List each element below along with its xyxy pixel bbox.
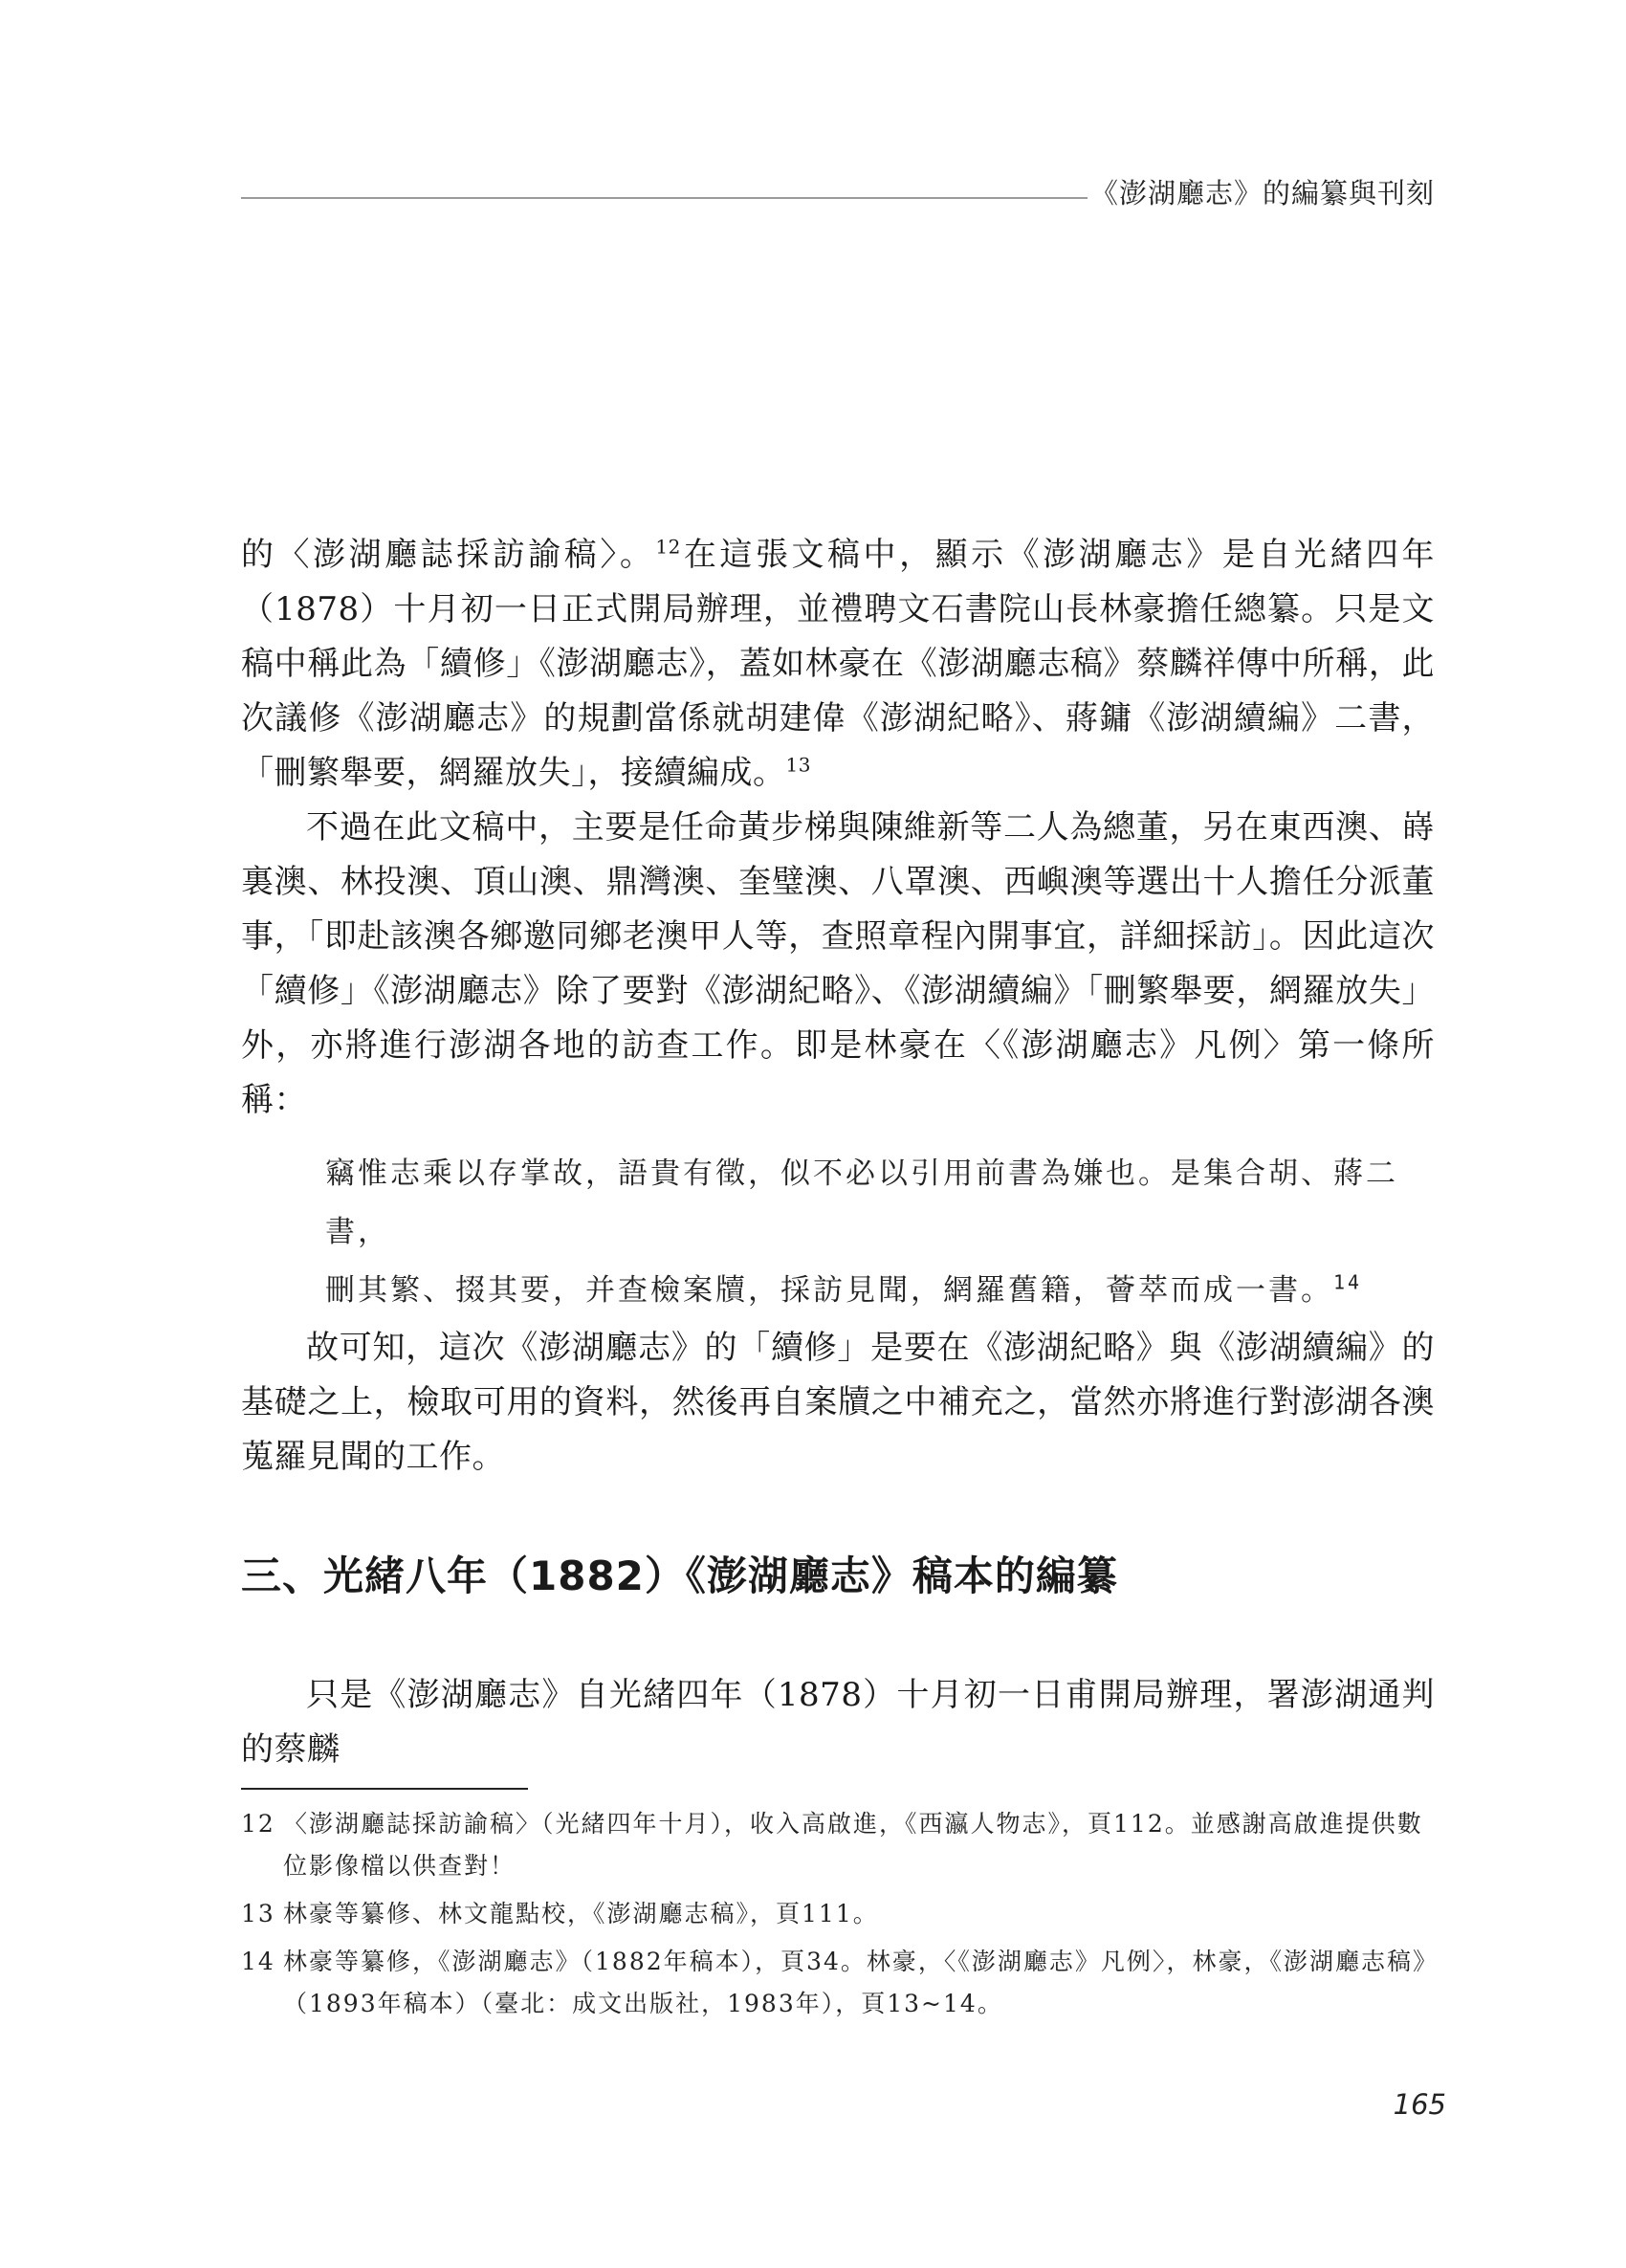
footnote-item [241,1803,1441,1887]
footnote-number: 14 [241,1948,275,1975]
footnote-ref-13: 13 [785,753,811,777]
footnote-number: 12 [241,1810,275,1838]
paragraph-1-part-b: 在這張文稿中，顯示《澎湖廳志》是自光緒四年（1878）十月初一日正式開局辦理，並禮聘文石書院山長林豪擔任總纂。只是文稿中稱此為「續修」《澎湖廳志》，蓋如林豪在《澎湖廳志稿》蔡麟祥傳中所稱，此次議修《澎湖廳志》的規劃當係就胡建偉《澎湖紀略》、蔣鏞《澎湖續編》二書，「刪繁舉要，網羅放失」，接續編成。 [241,536,1436,792]
quote-line-1: 竊惟志乘以存掌故，語貴有徵，似不必以引用前書為嫌也。是集合胡、蔣二書， [325,1156,1398,1249]
footnote-item [241,1941,1441,2025]
paragraph-3: 故可知，這次《澎湖廳志》的「續修」是要在《澎湖紀略》與《澎湖續編》的基礎之上，檢取可用的資料，然後再自案牘之中補充之，當然亦將進行對澎湖各澳蒐羅見聞的工作。 [241,1329,1435,1476]
quote-line-2 [325,1262,1439,1320]
footnote-text: 林豪等纂修，《澎湖廳志》（1882年稿本），頁34。林豪，〈《澎湖廳志》凡例〉，林豪，《澎湖廳志稿》（1893年稿本）（臺北：成文出版社，1983年），頁13~14。 [283,1948,1439,2017]
paragraph-4: 只是《澎湖廳志》自光緒四年（1878）十月初一日甫開局辦理，署澎湖通判的蔡麟 [241,1676,1435,1769]
body-block-1 [241,528,1435,1128]
footnote-ref-14: 14 [1333,1270,1363,1294]
running-head: 《澎湖廳志》的編纂與刊刻 [1089,177,1435,209]
body-block-3 [241,1668,1435,1777]
body-block-2 [241,1321,1435,1485]
block-quote [325,1145,1439,1320]
footnote-item [241,1893,1441,1935]
paragraph-1 [241,528,1435,801]
footnote-number: 13 [241,1900,275,1927]
quote-line-2-text: 刪其繁、掇其要，并查檢案牘，採訪見聞，網羅舊籍，薈萃而成一書。 [325,1273,1333,1308]
header-rule [241,197,1088,199]
footnote-text: 林豪等纂修、林文龍點校，《澎湖廳志稿》，頁111。 [283,1900,879,1927]
section-heading: 三、光緒八年（1882）《澎湖廳志》稿本的編纂 [241,1552,1118,1599]
paragraph-2: 不過在此文稿中，主要是任命黃步梯與陳維新等二人為總董，另在東西澳、嵵裏澳、林投澳、頂山澳、鼎灣澳、奎璧澳、八罩澳、西嶼澳等選出十人擔任分派董事，「即赴該澳各鄉邀同鄉老澳甲人等，查照章程內開事宜，詳細採訪」。因此這次「續修」《澎湖廳志》除了要對《澎湖紀略》、《澎湖續編》「刪繁舉要，網羅放失」外，亦將進行澎湖各地的訪查工作。即是林豪在〈《澎湖廳志》凡例〉第一條所稱： [241,808,1435,1119]
footnote-rule [241,1788,528,1790]
page-number: 165 [1393,2088,1446,2121]
footnote-text: 〈澎湖廳誌採訪諭稿〉（光緒四年十月），收入高啟進，《西瀛人物志》，頁112。並感謝高啟進提供數位影像檔以供查對！ [283,1810,1423,1880]
footnote-ref-12: 12 [655,535,681,559]
paragraph-1-part-a: 的〈澎湖廳誌採訪諭稿〉。 [241,536,656,574]
footnotes [241,1803,1441,2031]
